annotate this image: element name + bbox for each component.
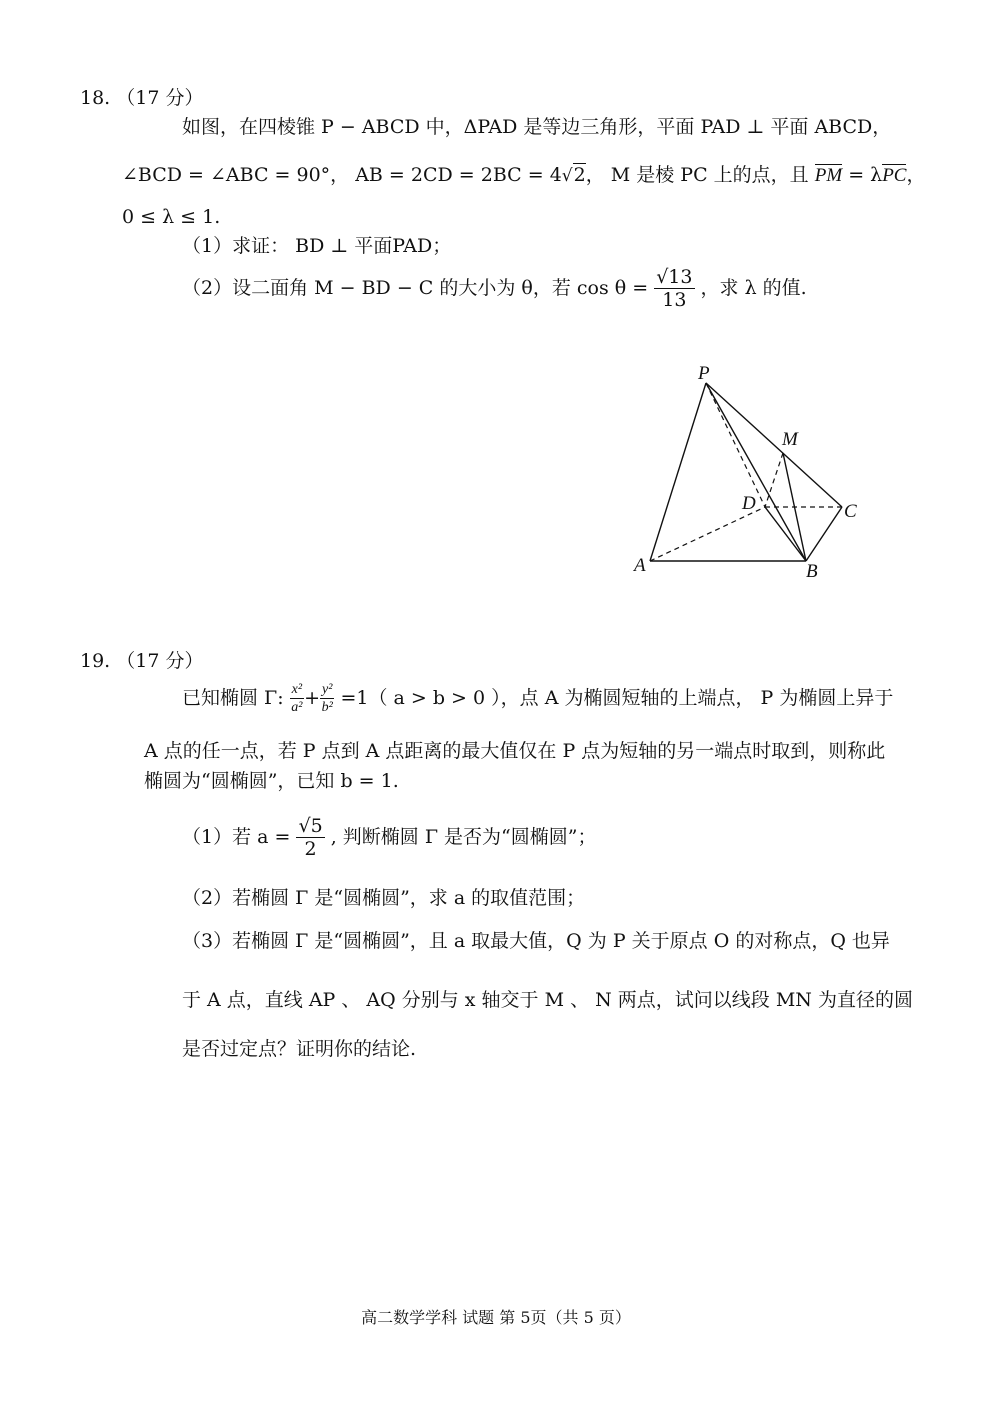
label-c: C (844, 501, 857, 522)
q18-part2-a: （2）设二面角 M − BD − C 的大小为 θ，若 cos θ = (182, 277, 649, 299)
q18-line2-end: ， (906, 164, 926, 186)
pyramid-figure (620, 355, 880, 590)
q19-line3: 椭圆为“圆椭圆”，已知 b = 1. (144, 770, 399, 792)
hidden-edge-pd (706, 383, 765, 507)
q19-part1-fraction (296, 817, 324, 859)
q19-line1 (182, 683, 893, 715)
ellipse-frac-y-num: y² (322, 682, 333, 697)
ellipse-frac-y-den: b² (321, 700, 333, 715)
q18-fraction-den: 13 (662, 289, 687, 311)
q19-part1-b: , 判断椭圆 Γ 是否为“圆椭圆”； (330, 826, 597, 848)
q18-part1: （1）求证： BD ⊥ 平面PAD； (182, 235, 452, 257)
page-footer: 高二数学学科 试题 第 5页（共 5 页） (361, 1308, 631, 1327)
q18-line3: 0 ≤ λ ≤ 1. (122, 206, 221, 228)
vector-pm: PM (814, 165, 843, 186)
q19-part1-a: （1）若 a = (182, 826, 291, 848)
q19-part1 (182, 817, 597, 859)
q19-plus: + (304, 687, 321, 709)
q18-header: 18. （17 分） (80, 87, 204, 109)
label-b: B (806, 561, 818, 582)
q19-line1-a: 已知椭圆 Γ: (182, 687, 284, 709)
q18-line1: 如图，在四棱锥 P − ABCD 中，ΔPAD 是等边三角形，平面 PAD ⊥ 平面 ABCD， (182, 116, 892, 138)
q18-line2: ∠BCD = ∠ABC = 90°， AB = 2CD = 2BC = 4√2， M 是棱 PC 上的点，且 PM = λPC， (122, 164, 926, 186)
q18-fraction-num: √13 (656, 266, 693, 288)
q19-line1-b: =1（ a > b > 0 ），点 A 为椭圆短轴的上端点， P 为椭圆上异于 (340, 687, 894, 709)
edge-bc (806, 507, 842, 561)
edge-pc (706, 383, 842, 507)
label-m: M (782, 429, 798, 450)
ellipse-frac-x-den: a² (291, 700, 303, 715)
q18-part2-b: ，求 λ 的值. (700, 277, 807, 299)
q19-part2: （2）若椭圆 Γ 是“圆椭圆”，求 a 的取值范围； (182, 887, 586, 909)
q19-part1-den: 2 (304, 838, 317, 860)
edge-pa (650, 383, 706, 561)
vector-pc: PC (882, 165, 907, 186)
q18-part2 (182, 268, 807, 310)
ellipse-frac-y (320, 683, 334, 715)
ellipse-frac-x (290, 683, 304, 715)
hidden-edge-ad (650, 507, 765, 561)
edge-pb (706, 383, 806, 561)
ellipse-frac-x-num: x² (291, 682, 303, 697)
q19-part1-num: √5 (298, 815, 323, 837)
q18-sqrt-value: 2 (573, 164, 586, 186)
q19-header: 19. （17 分） (80, 650, 204, 672)
q19-line2: A 点的任一点，若 P 点到 A 点距离的最大值仅在 P 点为短轴的另一端点时取到，则称此 (144, 740, 886, 762)
label-d: D (742, 493, 756, 514)
q18-line2-b: ， M 是棱 PC 上的点，且 (585, 164, 809, 186)
q19-part3-line1: （3）若椭圆 Γ 是“圆椭圆”，且 a 取最大值，Q 为 P 关于原点 O 的对称点，Q 也异 (182, 930, 890, 952)
label-a: A (634, 555, 646, 576)
q19-part3-line2: 于 A 点，直线 AP 、 AQ 分别与 x 轴交于 M 、 N 两点，试问以线段 MN 为直径的圆 (182, 989, 913, 1011)
q18-fraction (654, 268, 694, 310)
hidden-edge-md (765, 453, 783, 507)
q18-line2-eq: = λ (842, 164, 883, 186)
q19-part3-line3: 是否过定点？证明你的结论. (182, 1038, 417, 1060)
label-p: P (698, 363, 710, 384)
q18-line2-a: ∠BCD = ∠ABC = 90°， AB = 2CD = 2BC = 4 (122, 164, 562, 186)
